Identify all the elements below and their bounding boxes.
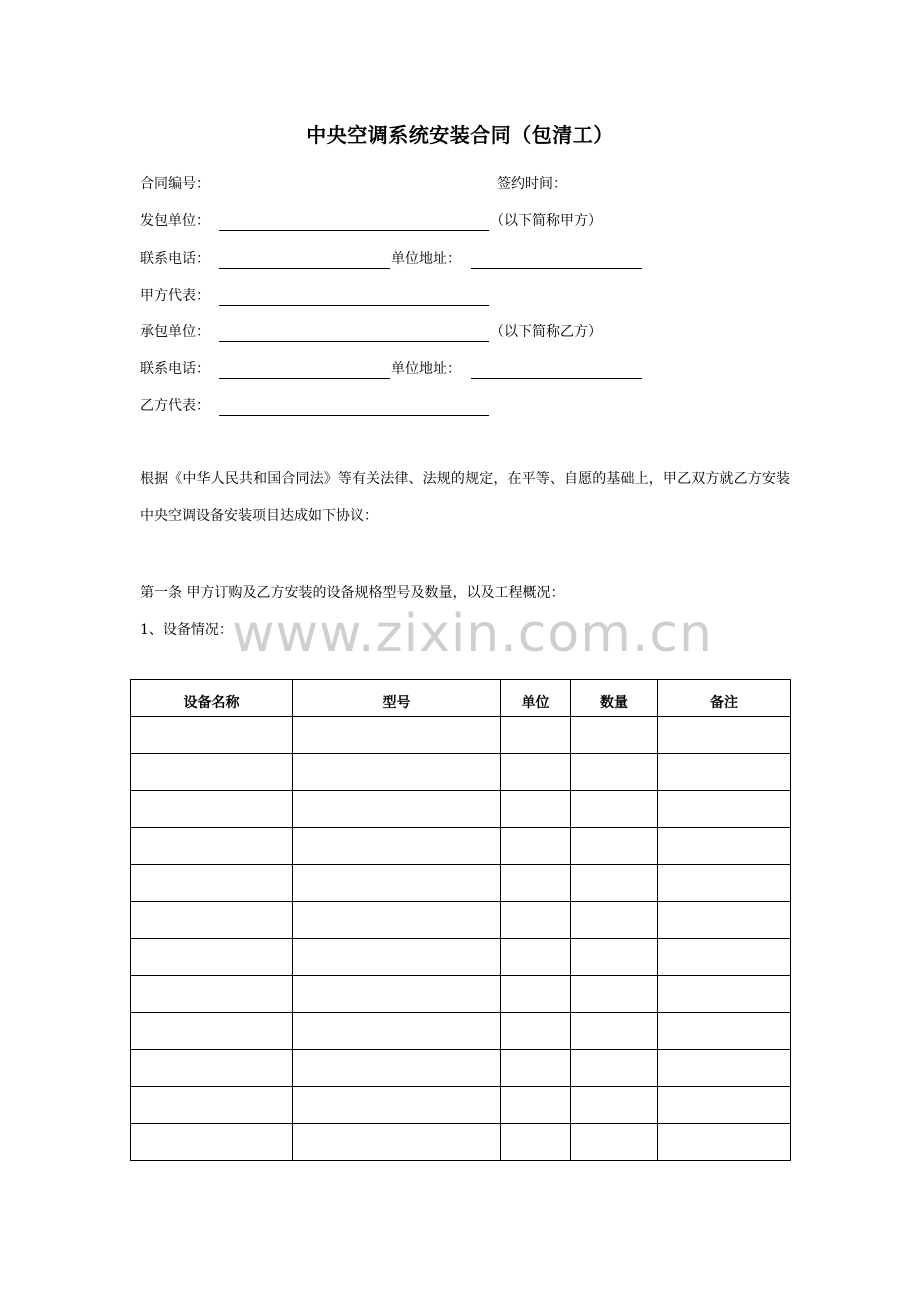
cell-model[interactable] [293, 1050, 501, 1087]
article-1-heading: 第一条 甲方订购及乙方安装的设备规格型号及数量，以及工程概况： [140, 585, 565, 601]
cell-quantity[interactable] [571, 902, 658, 939]
party-a-rep-label: 甲方代表： [140, 288, 210, 304]
table-row [131, 717, 791, 754]
party-a-phone-label: 联系电话： [140, 251, 210, 267]
cell-remarks[interactable] [658, 754, 791, 791]
header-unit: 单位 [501, 680, 571, 717]
party-a-alias: （以下简称甲方） [490, 213, 602, 229]
table-row [131, 902, 791, 939]
cell-equipment-name[interactable] [131, 1013, 293, 1050]
table-row [131, 1087, 791, 1124]
cell-unit[interactable] [501, 717, 571, 754]
cell-quantity[interactable] [571, 976, 658, 1013]
cell-unit[interactable] [501, 1124, 571, 1161]
cell-equipment-name[interactable] [131, 939, 293, 976]
cell-unit[interactable] [501, 754, 571, 791]
cell-equipment-name[interactable] [131, 717, 293, 754]
table-header-row [131, 680, 791, 717]
party-b-phone-label: 联系电话： [140, 361, 210, 377]
cell-model[interactable] [293, 717, 501, 754]
cell-model[interactable] [293, 1013, 501, 1050]
cell-remarks[interactable] [658, 1124, 791, 1161]
table-row [131, 865, 791, 902]
cell-equipment-name[interactable] [131, 1124, 293, 1161]
cell-unit[interactable] [501, 902, 571, 939]
cell-unit[interactable] [501, 791, 571, 828]
cell-model[interactable] [293, 1124, 501, 1161]
cell-model[interactable] [293, 791, 501, 828]
cell-remarks[interactable] [658, 902, 791, 939]
cell-model[interactable] [293, 1087, 501, 1124]
cell-model[interactable] [293, 976, 501, 1013]
cell-remarks[interactable] [658, 1087, 791, 1124]
cell-quantity[interactable] [571, 791, 658, 828]
party-b-address-field[interactable] [471, 359, 642, 379]
cell-equipment-name[interactable] [131, 902, 293, 939]
party-a-unit-field[interactable] [219, 211, 489, 231]
intro-paragraph: 根据《中华人民共和国合同法》等有关法律、法规的规定，在平等、自愿的基础上，甲乙双方就乙方安装中央空调设备安装项目达成如下协议： [140, 471, 790, 524]
party-a-unit-label: 发包单位： [140, 213, 210, 229]
table-row [131, 754, 791, 791]
cell-quantity[interactable] [571, 754, 658, 791]
party-b-unit-field[interactable] [219, 322, 489, 342]
cell-equipment-name[interactable] [131, 828, 293, 865]
cell-quantity[interactable] [571, 828, 658, 865]
cell-model[interactable] [293, 902, 501, 939]
document-title: 中央空调系统安装合同（包清工） [306, 123, 614, 147]
cell-quantity[interactable] [571, 939, 658, 976]
party-b-rep-field[interactable] [219, 396, 489, 416]
cell-remarks[interactable] [658, 865, 791, 902]
party-b-address-label: 单位地址： [391, 361, 461, 377]
cell-unit[interactable] [501, 939, 571, 976]
cell-equipment-name[interactable] [131, 754, 293, 791]
cell-model[interactable] [293, 828, 501, 865]
contract-number-label: 合同编号： [140, 176, 210, 192]
party-b-rep-label: 乙方代表： [140, 398, 210, 414]
cell-model[interactable] [293, 939, 501, 976]
cell-remarks[interactable] [658, 1013, 791, 1050]
cell-quantity[interactable] [571, 1087, 658, 1124]
watermark: www.zixin.com.cn [232, 604, 713, 664]
sign-time-label: 签约时间： [497, 176, 567, 192]
table-row [131, 1050, 791, 1087]
header-remarks: 备注 [658, 680, 791, 717]
party-b-alias: （以下简称乙方） [490, 324, 602, 340]
cell-quantity[interactable] [571, 1050, 658, 1087]
party-a-address-label: 单位地址： [391, 251, 461, 267]
header-equipment-name: 设备名称 [131, 680, 293, 717]
table-row [131, 1124, 791, 1161]
party-b-phone-field[interactable] [219, 359, 390, 379]
cell-remarks[interactable] [658, 717, 791, 754]
party-a-address-field[interactable] [471, 249, 642, 269]
cell-model[interactable] [293, 754, 501, 791]
cell-unit[interactable] [501, 828, 571, 865]
cell-unit[interactable] [501, 865, 571, 902]
cell-unit[interactable] [501, 1013, 571, 1050]
cell-unit[interactable] [501, 1087, 571, 1124]
table-row [131, 939, 791, 976]
section-1-heading: 1、设备情况： [140, 622, 233, 638]
header-quantity: 数量 [571, 680, 658, 717]
table-row [131, 976, 791, 1013]
header-model: 型号 [293, 680, 501, 717]
cell-equipment-name[interactable] [131, 1087, 293, 1124]
cell-equipment-name[interactable] [131, 976, 293, 1013]
party-b-unit-label: 承包单位： [140, 324, 210, 340]
cell-remarks[interactable] [658, 976, 791, 1013]
cell-remarks[interactable] [658, 1050, 791, 1087]
cell-unit[interactable] [501, 1050, 571, 1087]
table-row [131, 791, 791, 828]
party-a-rep-field[interactable] [219, 286, 489, 306]
cell-quantity[interactable] [571, 1013, 658, 1050]
cell-model[interactable] [293, 865, 501, 902]
equipment-table [130, 679, 791, 1161]
cell-equipment-name[interactable] [131, 791, 293, 828]
cell-equipment-name[interactable] [131, 865, 293, 902]
cell-remarks[interactable] [658, 939, 791, 976]
cell-unit[interactable] [501, 976, 571, 1013]
cell-remarks[interactable] [658, 791, 791, 828]
cell-remarks[interactable] [658, 828, 791, 865]
cell-equipment-name[interactable] [131, 1050, 293, 1087]
cell-quantity[interactable] [571, 1124, 658, 1161]
cell-quantity[interactable] [571, 717, 658, 754]
party-a-phone-field[interactable] [219, 249, 390, 269]
table-row [131, 828, 791, 865]
cell-quantity[interactable] [571, 865, 658, 902]
table-row [131, 1013, 791, 1050]
